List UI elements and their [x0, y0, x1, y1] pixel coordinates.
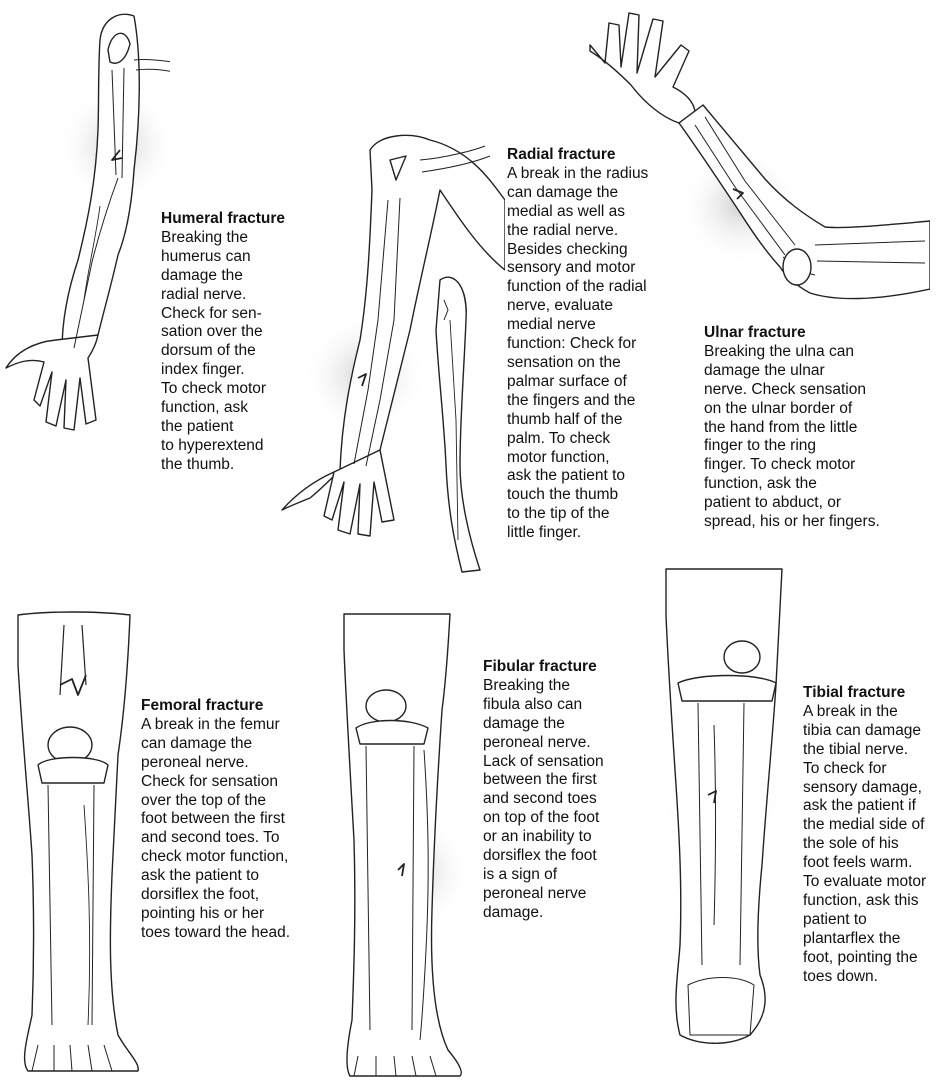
caption-line: pointing his or her	[141, 904, 265, 922]
caption-line: and second toes	[483, 790, 597, 808]
caption-line: patient to	[803, 910, 867, 928]
caption-line: peroneal nerve.	[483, 733, 591, 751]
caption-line: over the top of the	[141, 791, 266, 809]
arm-humerus-illustration	[0, 0, 170, 450]
caption-line: sensory and motor	[507, 259, 636, 277]
caption-line: A break in the radius	[507, 164, 649, 182]
caption-line: touch the thumb	[507, 486, 619, 504]
caption-line: the medial side of	[803, 816, 925, 834]
caption-line: nerve. Check sensation	[704, 380, 866, 398]
leg-fibula-illustration	[330, 610, 475, 1080]
caption-line: the hand from the little	[704, 418, 858, 436]
caption-line: thumb half of the	[507, 410, 623, 428]
caption-line: is a sign of	[483, 865, 558, 883]
caption-line: Breaking the	[161, 228, 249, 246]
caption-line: tibia can damage	[803, 721, 922, 739]
caption-title: Ulnar fracture	[704, 324, 806, 341]
caption-line: nerve, evaluate	[507, 297, 613, 315]
caption-title: Humeral fracture	[161, 210, 286, 227]
caption-title: Fibular fracture	[483, 658, 597, 675]
caption-line: can damage the	[141, 734, 253, 752]
caption-line: palmar surface of	[507, 372, 627, 390]
caption-line: A break in the femur	[141, 715, 280, 733]
caption-line: damage the ulnar	[704, 361, 825, 379]
caption-line: toes toward the head.	[141, 923, 291, 941]
caption-tibial	[803, 684, 926, 987]
arm-radius-illustration	[270, 120, 505, 580]
caption-line: humerus can	[161, 247, 251, 265]
caption-line: or an inability to	[483, 828, 592, 846]
caption-line: foot between the first	[141, 810, 285, 828]
caption-title: Femoral fracture	[141, 697, 264, 714]
caption-line: damage the	[483, 714, 565, 732]
caption-line: foot, pointing the	[803, 948, 918, 966]
caption-line: damage.	[483, 903, 544, 921]
leg-femur-illustration	[8, 605, 140, 1081]
caption-line: ask the patient if	[803, 797, 916, 815]
caption-ulnar	[704, 324, 880, 532]
caption-line: To check for	[803, 759, 887, 777]
caption-line: dorsiflex the foot	[483, 847, 597, 865]
caption-line: dorsiflex the foot,	[141, 886, 260, 904]
caption-line: the patient	[161, 417, 234, 435]
caption-line: medial nerve	[507, 316, 596, 334]
caption-line: and second toes. To	[141, 829, 280, 847]
caption-line: fibula also can	[483, 695, 583, 713]
caption-line: radial nerve.	[161, 285, 247, 303]
caption-line: palm. To check	[507, 429, 611, 447]
caption-line: dorsum of the	[161, 342, 256, 360]
caption-humeral	[161, 210, 285, 475]
caption-line: function: Check for	[507, 335, 637, 353]
caption-line: patient to abduct, or	[704, 494, 842, 512]
caption-line: sensation on the	[507, 353, 621, 371]
caption-line: on the ulnar border of	[704, 399, 853, 417]
caption-line: spread, his or her fingers.	[704, 513, 880, 531]
caption-line: check motor function,	[141, 848, 289, 866]
caption-line: the fingers and the	[507, 391, 636, 409]
caption-line: the tibial nerve.	[803, 740, 909, 758]
caption-line: damage the	[161, 266, 243, 284]
caption-line: on top of the foot	[483, 809, 600, 827]
caption-title: Radial fracture	[507, 146, 616, 163]
caption-line: peroneal nerve	[483, 884, 587, 902]
caption-line: can damage the	[507, 183, 619, 201]
caption-line: Check for sen-	[161, 304, 262, 322]
caption-line: sensory damage,	[803, 778, 922, 796]
caption-line: ask the patient to	[141, 867, 260, 885]
caption-line: toes down.	[803, 967, 878, 985]
caption-line: finger. To check motor	[704, 456, 856, 474]
caption-line: Besides checking	[507, 240, 628, 258]
caption-line: to the tip of the	[507, 505, 610, 523]
caption-line: A break in the	[803, 702, 898, 720]
caption-line: index finger.	[161, 361, 245, 379]
caption-line: peroneal nerve.	[141, 753, 249, 771]
caption-line: between the first	[483, 771, 597, 789]
caption-line: to hyperextend	[161, 436, 264, 454]
caption-line: function, ask the	[704, 475, 817, 493]
caption-line: plantarflex the	[803, 929, 901, 947]
leg-tibia-illustration	[658, 565, 798, 1050]
caption-title: Tibial fracture	[803, 684, 906, 701]
caption-line: To evaluate motor	[803, 873, 927, 891]
caption-line: Breaking the	[483, 676, 571, 694]
caption-femoral	[141, 697, 290, 943]
caption-line: function of the radial	[507, 278, 647, 296]
caption-line: sation over the	[161, 323, 263, 341]
caption-line: Breaking the ulna can	[704, 342, 854, 360]
caption-fibular	[483, 658, 604, 923]
caption-line: function, ask this	[803, 891, 919, 909]
caption-line: ask the patient to	[507, 467, 626, 485]
caption-line: To check motor	[161, 380, 267, 398]
caption-line: finger to the ring	[704, 437, 817, 455]
caption-line: motor function,	[507, 448, 610, 466]
caption-line: function, ask	[161, 399, 249, 417]
caption-line: Lack of sensation	[483, 752, 604, 770]
caption-line: Check for sensation	[141, 772, 278, 790]
caption-line: the sole of his	[803, 835, 899, 853]
caption-line: the thumb.	[161, 455, 235, 473]
caption-line: medial as well as	[507, 202, 626, 220]
caption-radial	[507, 146, 648, 543]
caption-line: the radial nerve.	[507, 221, 619, 239]
caption-line: little finger.	[507, 524, 582, 542]
caption-line: foot feels warm.	[803, 854, 913, 872]
